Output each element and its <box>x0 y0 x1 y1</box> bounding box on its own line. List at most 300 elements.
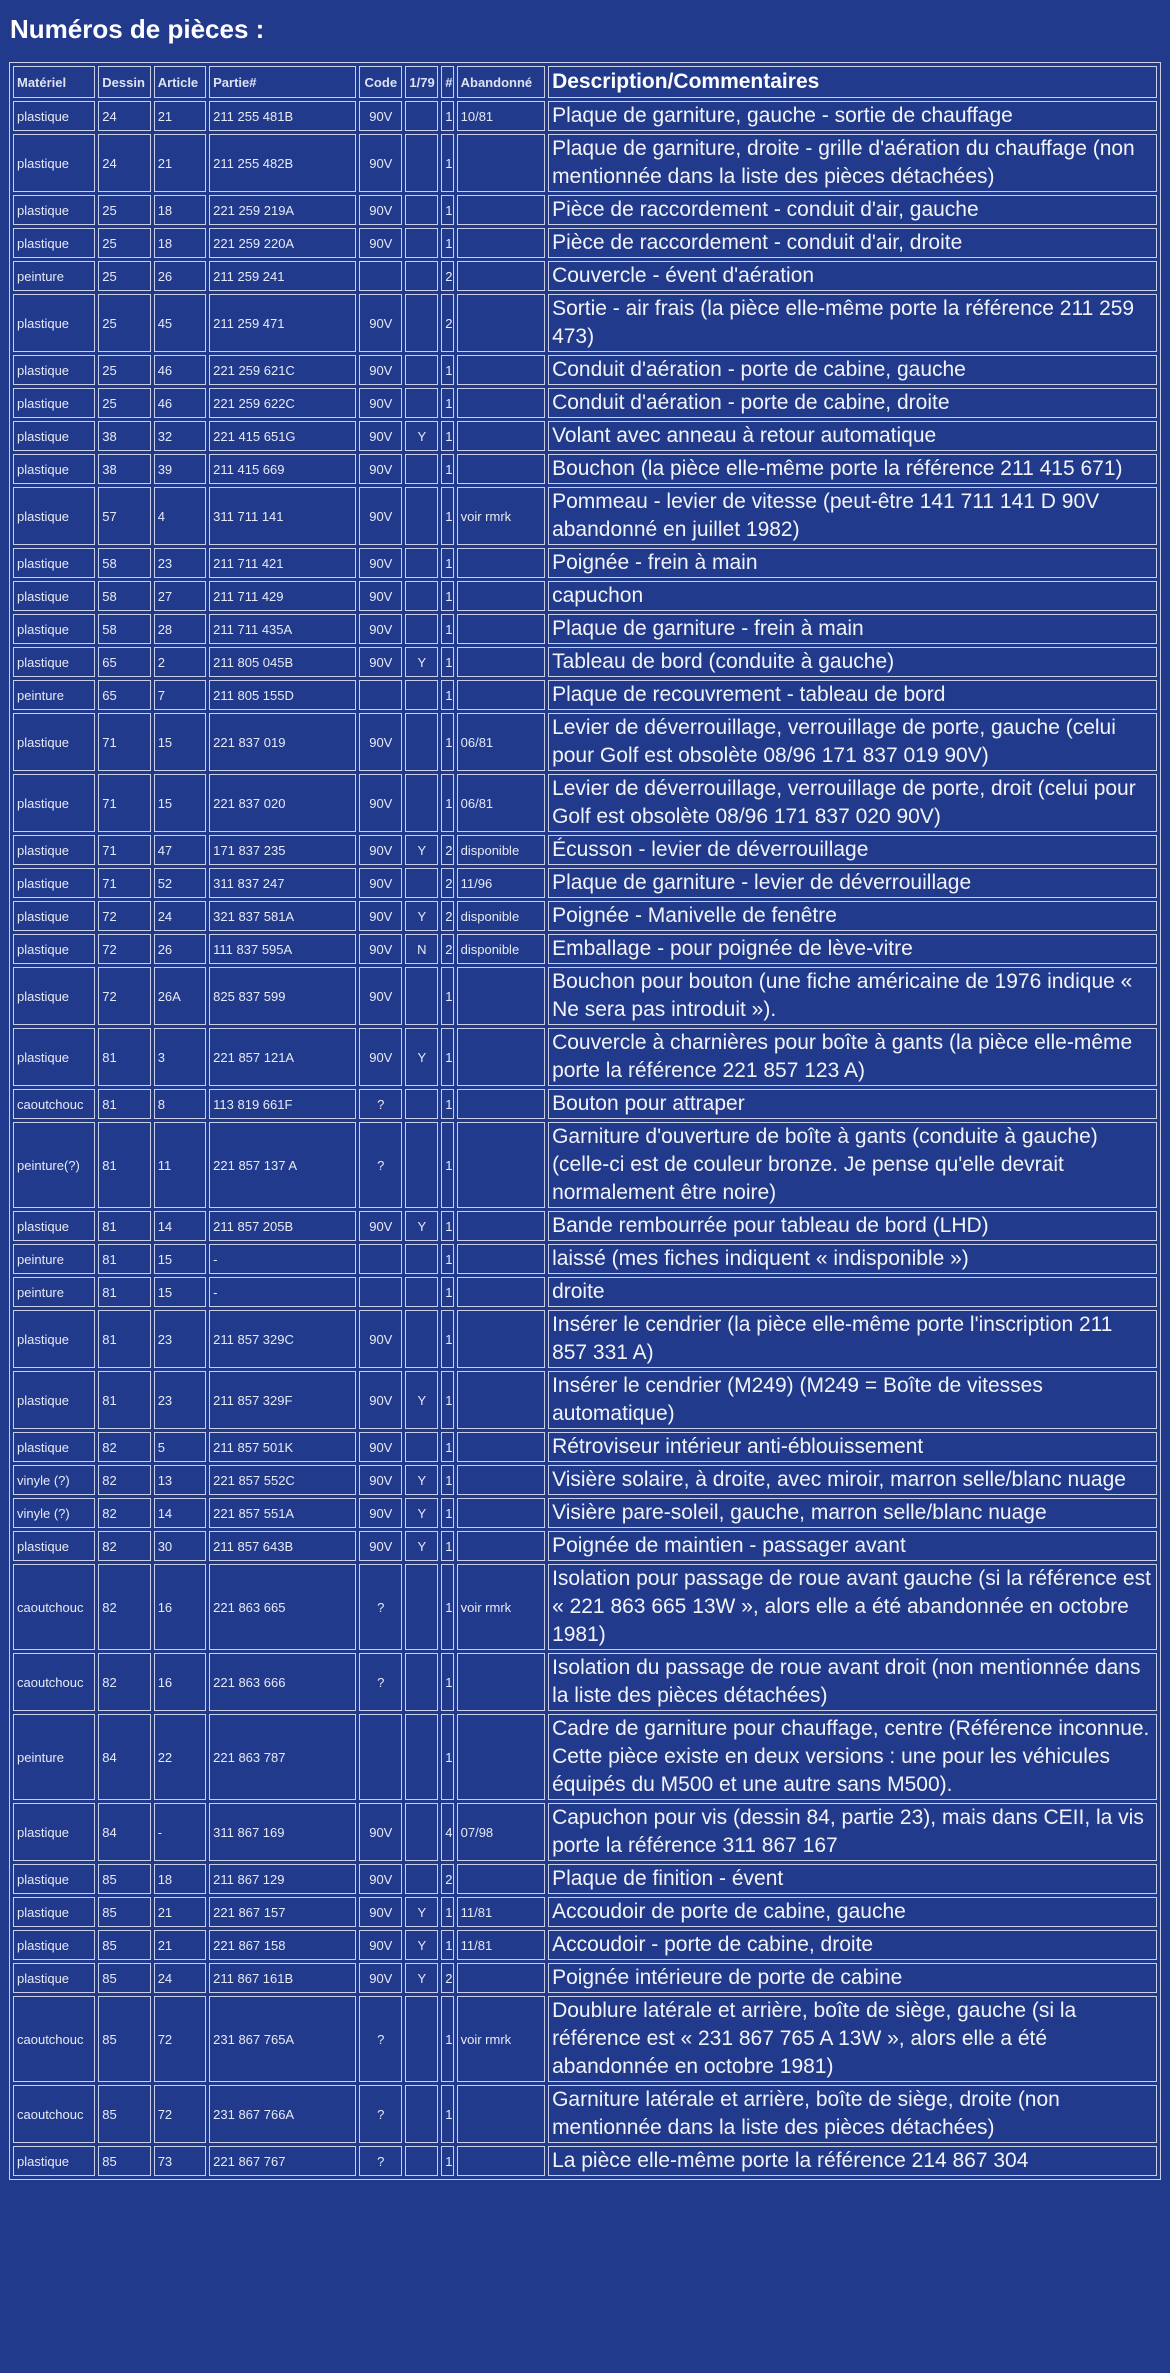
cell-dessin: 71 <box>98 835 150 865</box>
cell-article: 8 <box>154 1089 206 1119</box>
cell-materiel: plastique <box>13 454 95 484</box>
cell-dessin: 81 <box>98 1310 150 1368</box>
cell-article: 24 <box>154 901 206 931</box>
cell-quantity: 2 <box>441 1963 453 1993</box>
cell-abandonne <box>457 2146 545 2176</box>
cell-1-79 <box>405 454 438 484</box>
cell-code: ? <box>359 2146 402 2176</box>
cell-article: 23 <box>154 1371 206 1429</box>
cell-materiel: plastique <box>13 868 95 898</box>
cell-dessin: 85 <box>98 1996 150 2082</box>
table-row <box>13 1996 1157 2082</box>
cell-dessin: 58 <box>98 581 150 611</box>
cell-partie: 221 867 157 <box>209 1897 356 1927</box>
cell-article: 4 <box>154 487 206 545</box>
cell-quantity: 1 <box>441 680 453 710</box>
cell-1-79: Y <box>405 1930 438 1960</box>
table-row <box>13 1211 1157 1241</box>
cell-quantity: 1 <box>441 2085 453 2143</box>
table-row <box>13 2085 1157 2143</box>
cell-quantity: 1 <box>441 1564 453 1650</box>
cell-article: 23 <box>154 1310 206 1368</box>
cell-quantity: 1 <box>441 1371 453 1429</box>
table-row <box>13 2146 1157 2176</box>
cell-dessin: 85 <box>98 1930 150 1960</box>
cell-article: 28 <box>154 614 206 644</box>
cell-dessin: 82 <box>98 1564 150 1650</box>
cell-article: 18 <box>154 1864 206 1894</box>
cell-dessin: 38 <box>98 421 150 451</box>
cell-materiel: plastique <box>13 228 95 258</box>
cell-quantity: 1 <box>441 548 453 578</box>
cell-description: Plaque de garniture - levier de déverrouillage <box>548 868 1157 898</box>
cell-code: 90V <box>359 228 402 258</box>
cell-quantity: 1 <box>441 774 453 832</box>
cell-abandonne <box>457 454 545 484</box>
cell-dessin: 81 <box>98 1211 150 1241</box>
cell-description: Levier de déverrouillage, verrouillage de porte, droit (celui pour Golf est obsolète 08/96 171 837 020 90V) <box>548 774 1157 832</box>
cell-abandonne <box>457 1864 545 1894</box>
cell-partie: 221 863 666 <box>209 1653 356 1711</box>
cell-quantity: 1 <box>441 1930 453 1960</box>
cell-dessin: 85 <box>98 1897 150 1927</box>
cell-article: 14 <box>154 1211 206 1241</box>
cell-partie: 211 857 643B <box>209 1531 356 1561</box>
cell-abandonne <box>457 1310 545 1368</box>
table-row <box>13 1371 1157 1429</box>
cell-materiel: vinyle (?) <box>13 1465 95 1495</box>
cell-1-79 <box>405 355 438 385</box>
cell-code: 90V <box>359 294 402 352</box>
header-abandonne: Abandonné <box>457 66 545 98</box>
cell-article: 72 <box>154 1996 206 2082</box>
cell-partie: 221 837 019 <box>209 713 356 771</box>
cell-description: Garniture d'ouverture de boîte à gants (conduite à gauche) (celle-ci est de couleur bronze. Je pense qu'elle devrait normalement être noire) <box>548 1122 1157 1208</box>
cell-materiel: plastique <box>13 774 95 832</box>
table-row <box>13 134 1157 192</box>
cell-partie: 221 867 158 <box>209 1930 356 1960</box>
cell-dessin: 85 <box>98 2146 150 2176</box>
table-row <box>13 388 1157 418</box>
cell-article: 27 <box>154 581 206 611</box>
cell-description: Emballage - pour poignée de lève-vitre <box>548 934 1157 964</box>
cell-dessin: 72 <box>98 967 150 1025</box>
cell-quantity: 2 <box>441 901 453 931</box>
cell-abandonne <box>457 1498 545 1528</box>
cell-description: Insérer le cendrier (la pièce elle-même porte l'inscription 211 857 331 A) <box>548 1310 1157 1368</box>
cell-materiel: caoutchouc <box>13 1564 95 1650</box>
cell-1-79 <box>405 1432 438 1462</box>
cell-partie: 221 857 137 A <box>209 1122 356 1208</box>
cell-partie: - <box>209 1244 356 1274</box>
cell-article: 18 <box>154 195 206 225</box>
cell-materiel: plastique <box>13 713 95 771</box>
cell-dessin: 65 <box>98 680 150 710</box>
cell-materiel: caoutchouc <box>13 1653 95 1711</box>
table-body <box>13 101 1157 2176</box>
cell-materiel: plastique <box>13 388 95 418</box>
parts-table <box>9 62 1161 2180</box>
cell-1-79: Y <box>405 1963 438 1993</box>
cell-1-79 <box>405 1089 438 1119</box>
cell-description: Isolation pour passage de roue avant gauche (si la référence est « 221 863 665 13W », alors elle a été abandonnée en octobre 1981) <box>548 1564 1157 1650</box>
cell-code: 90V <box>359 967 402 1025</box>
table-row <box>13 1244 1157 1274</box>
table-row <box>13 1531 1157 1561</box>
cell-article: 5 <box>154 1432 206 1462</box>
cell-1-79 <box>405 680 438 710</box>
cell-dessin: 25 <box>98 388 150 418</box>
table-row <box>13 614 1157 644</box>
cell-description: Accoudoir de porte de cabine, gauche <box>548 1897 1157 1927</box>
cell-code: 90V <box>359 1864 402 1894</box>
cell-code: 90V <box>359 548 402 578</box>
cell-article: 26 <box>154 261 206 291</box>
cell-code: 90V <box>359 388 402 418</box>
cell-quantity: 2 <box>441 294 453 352</box>
cell-partie: 211 805 045B <box>209 647 356 677</box>
header-code: Code <box>359 66 402 98</box>
cell-abandonne: 11/81 <box>457 1930 545 1960</box>
cell-dessin: 82 <box>98 1653 150 1711</box>
table-row <box>13 647 1157 677</box>
table-row <box>13 901 1157 931</box>
cell-partie: 211 857 329C <box>209 1310 356 1368</box>
cell-description: Pièce de raccordement - conduit d'air, droite <box>548 228 1157 258</box>
cell-abandonne <box>457 967 545 1025</box>
cell-description: Visière solaire, à droite, avec miroir, marron selle/blanc nuage <box>548 1465 1157 1495</box>
cell-partie: 221 867 767 <box>209 2146 356 2176</box>
cell-code: 90V <box>359 1211 402 1241</box>
table-row <box>13 487 1157 545</box>
cell-code: 90V <box>359 901 402 931</box>
cell-materiel: caoutchouc <box>13 1089 95 1119</box>
cell-partie: 211 415 669 <box>209 454 356 484</box>
header-dessin: Dessin <box>98 66 150 98</box>
cell-article: 46 <box>154 388 206 418</box>
cell-code: ? <box>359 1653 402 1711</box>
cell-1-79: Y <box>405 1371 438 1429</box>
cell-description: Doublure latérale et arrière, boîte de siège, gauche (si la référence est « 231 867 765 A 13W », alors elle a été abandonnée en octobre 1981) <box>548 1996 1157 2082</box>
cell-dessin: 71 <box>98 774 150 832</box>
table-row <box>13 1714 1157 1800</box>
cell-code: 90V <box>359 1897 402 1927</box>
cell-partie: - <box>209 1277 356 1307</box>
cell-article: 15 <box>154 713 206 771</box>
cell-1-79: Y <box>405 421 438 451</box>
cell-abandonne <box>457 1244 545 1274</box>
cell-quantity: 1 <box>441 487 453 545</box>
cell-article: 16 <box>154 1653 206 1711</box>
cell-article: 21 <box>154 134 206 192</box>
cell-materiel: plastique <box>13 647 95 677</box>
cell-code: 90V <box>359 868 402 898</box>
cell-dessin: 25 <box>98 294 150 352</box>
cell-code: 90V <box>359 1963 402 1993</box>
cell-description: Bouton pour attraper <box>548 1089 1157 1119</box>
header-1-79: 1/79 <box>405 66 438 98</box>
cell-description: Plaque de garniture, gauche - sortie de chauffage <box>548 101 1157 131</box>
cell-partie: 311 867 169 <box>209 1803 356 1861</box>
cell-quantity: 1 <box>441 1432 453 1462</box>
cell-description: Conduit d'aération - porte de cabine, gauche <box>548 355 1157 385</box>
cell-dessin: 81 <box>98 1371 150 1429</box>
cell-abandonne <box>457 614 545 644</box>
cell-dessin: 85 <box>98 2085 150 2143</box>
cell-description: Visière pare-soleil, gauche, marron selle/blanc nuage <box>548 1498 1157 1528</box>
cell-materiel: plastique <box>13 487 95 545</box>
cell-abandonne <box>457 1653 545 1711</box>
cell-materiel: plastique <box>13 1310 95 1368</box>
cell-description: capuchon <box>548 581 1157 611</box>
cell-partie: 231 867 765A <box>209 1996 356 2082</box>
cell-1-79 <box>405 388 438 418</box>
cell-code: 90V <box>359 934 402 964</box>
cell-quantity: 1 <box>441 1028 453 1086</box>
cell-code: 90V <box>359 1531 402 1561</box>
cell-materiel: peinture <box>13 261 95 291</box>
cell-code: 90V <box>359 195 402 225</box>
cell-abandonne <box>457 1211 545 1241</box>
cell-partie: 211 711 435A <box>209 614 356 644</box>
cell-quantity: 1 <box>441 421 453 451</box>
cell-quantity: 1 <box>441 2146 453 2176</box>
cell-1-79 <box>405 1277 438 1307</box>
cell-materiel: peinture(?) <box>13 1122 95 1208</box>
cell-abandonne <box>457 1028 545 1086</box>
cell-partie: 311 837 247 <box>209 868 356 898</box>
cell-quantity: 2 <box>441 835 453 865</box>
cell-abandonne <box>457 2085 545 2143</box>
cell-abandonne <box>457 355 545 385</box>
cell-abandonne: disponible <box>457 901 545 931</box>
table-row <box>13 1498 1157 1528</box>
cell-quantity: 1 <box>441 1996 453 2082</box>
cell-materiel: plastique <box>13 1930 95 1960</box>
cell-1-79: Y <box>405 835 438 865</box>
table-row <box>13 1930 1157 1960</box>
cell-article: 21 <box>154 101 206 131</box>
cell-description: La pièce elle-même porte la référence 214 867 304 <box>548 2146 1157 2176</box>
cell-1-79 <box>405 1864 438 1894</box>
cell-quantity: 1 <box>441 134 453 192</box>
cell-code <box>359 1277 402 1307</box>
cell-abandonne <box>457 1371 545 1429</box>
cell-materiel: plastique <box>13 421 95 451</box>
cell-partie: 211 867 161B <box>209 1963 356 1993</box>
cell-article: 21 <box>154 1930 206 1960</box>
cell-description: Écusson - levier de déverrouillage <box>548 835 1157 865</box>
cell-article: 52 <box>154 868 206 898</box>
cell-dessin: 82 <box>98 1531 150 1561</box>
cell-1-79: Y <box>405 901 438 931</box>
cell-code <box>359 1714 402 1800</box>
table-row <box>13 835 1157 865</box>
cell-1-79: Y <box>405 1465 438 1495</box>
table-row <box>13 1465 1157 1495</box>
cell-abandonne <box>457 294 545 352</box>
cell-dessin: 82 <box>98 1432 150 1462</box>
cell-partie: 211 805 155D <box>209 680 356 710</box>
cell-code: 90V <box>359 774 402 832</box>
cell-code: ? <box>359 1089 402 1119</box>
cell-1-79 <box>405 967 438 1025</box>
cell-code: ? <box>359 1996 402 2082</box>
table-header-row <box>13 66 1157 98</box>
cell-code: 90V <box>359 101 402 131</box>
cell-article: - <box>154 1803 206 1861</box>
cell-abandonne: voir rmrk <box>457 1564 545 1650</box>
table-row <box>13 1653 1157 1711</box>
cell-description: droite <box>548 1277 1157 1307</box>
cell-dessin: 38 <box>98 454 150 484</box>
cell-1-79: N <box>405 934 438 964</box>
cell-1-79: Y <box>405 647 438 677</box>
cell-description: Garniture latérale et arrière, boîte de siège, droite (non mentionnée dans la liste des pièces détachées) <box>548 2085 1157 2143</box>
cell-1-79 <box>405 868 438 898</box>
table-row <box>13 195 1157 225</box>
cell-article: 26 <box>154 934 206 964</box>
cell-materiel: peinture <box>13 680 95 710</box>
cell-quantity: 1 <box>441 1531 453 1561</box>
table-row <box>13 1028 1157 1086</box>
cell-code: 90V <box>359 1432 402 1462</box>
table-row <box>13 1864 1157 1894</box>
cell-quantity: 2 <box>441 261 453 291</box>
cell-abandonne: 06/81 <box>457 713 545 771</box>
table-row <box>13 581 1157 611</box>
cell-1-79 <box>405 1803 438 1861</box>
cell-code: 90V <box>359 1498 402 1528</box>
cell-partie: 211 711 421 <box>209 548 356 578</box>
cell-description: Levier de déverrouillage, verrouillage de porte, gauche (celui pour Golf est obsolète 08/96 171 837 019 90V) <box>548 713 1157 771</box>
cell-code: 90V <box>359 647 402 677</box>
cell-materiel: plastique <box>13 1963 95 1993</box>
cell-quantity: 1 <box>441 388 453 418</box>
cell-description: Volant avec anneau à retour automatique <box>548 421 1157 451</box>
table-row <box>13 1277 1157 1307</box>
cell-article: 45 <box>154 294 206 352</box>
cell-article: 3 <box>154 1028 206 1086</box>
cell-code: ? <box>359 1564 402 1650</box>
cell-dessin: 72 <box>98 901 150 931</box>
cell-article: 73 <box>154 2146 206 2176</box>
cell-materiel: vinyle (?) <box>13 1498 95 1528</box>
cell-abandonne: 06/81 <box>457 774 545 832</box>
cell-1-79: Y <box>405 1531 438 1561</box>
cell-code: 90V <box>359 1371 402 1429</box>
cell-materiel: plastique <box>13 967 95 1025</box>
cell-abandonne: 07/98 <box>457 1803 545 1861</box>
table-row <box>13 228 1157 258</box>
cell-1-79: Y <box>405 1028 438 1086</box>
cell-1-79 <box>405 713 438 771</box>
cell-dessin: 24 <box>98 101 150 131</box>
cell-article: 15 <box>154 774 206 832</box>
cell-materiel: plastique <box>13 195 95 225</box>
cell-description: Pièce de raccordement - conduit d'air, gauche <box>548 195 1157 225</box>
cell-code: 90V <box>359 1028 402 1086</box>
cell-partie: 211 711 429 <box>209 581 356 611</box>
cell-partie: 113 819 661F <box>209 1089 356 1119</box>
cell-abandonne <box>457 1531 545 1561</box>
cell-code <box>359 1244 402 1274</box>
cell-1-79 <box>405 294 438 352</box>
cell-description: Plaque de recouvrement - tableau de bord <box>548 680 1157 710</box>
table-row <box>13 294 1157 352</box>
cell-quantity: 2 <box>441 934 453 964</box>
cell-code: 90V <box>359 713 402 771</box>
cell-dessin: 85 <box>98 1864 150 1894</box>
cell-dessin: 58 <box>98 614 150 644</box>
cell-code: ? <box>359 1122 402 1208</box>
cell-abandonne <box>457 1277 545 1307</box>
cell-materiel: peinture <box>13 1277 95 1307</box>
cell-description: Capuchon pour vis (dessin 84, partie 23), mais dans CEII, la vis porte la référence 311 867 167 <box>548 1803 1157 1861</box>
cell-code: 90V <box>359 1310 402 1368</box>
cell-partie: 221 857 551A <box>209 1498 356 1528</box>
table-row <box>13 713 1157 771</box>
cell-description: Isolation du passage de roue avant droit (non mentionnée dans la liste des pièces détachées) <box>548 1653 1157 1711</box>
cell-abandonne <box>457 581 545 611</box>
header-article: Article <box>154 66 206 98</box>
cell-materiel: plastique <box>13 294 95 352</box>
table-row <box>13 1089 1157 1119</box>
cell-1-79 <box>405 1996 438 2082</box>
cell-quantity: 1 <box>441 195 453 225</box>
cell-description: Plaque de garniture - frein à main <box>548 614 1157 644</box>
cell-abandonne <box>457 1963 545 1993</box>
cell-quantity: 1 <box>441 1310 453 1368</box>
cell-partie: 211 867 129 <box>209 1864 356 1894</box>
cell-description: Sortie - air frais (la pièce elle-même porte la référence 211 259 473) <box>548 294 1157 352</box>
cell-materiel: plastique <box>13 2146 95 2176</box>
cell-abandonne <box>457 134 545 192</box>
cell-quantity: 1 <box>441 101 453 131</box>
cell-partie: 221 415 651G <box>209 421 356 451</box>
cell-partie: 211 255 482B <box>209 134 356 192</box>
cell-dessin: 24 <box>98 134 150 192</box>
cell-code: 90V <box>359 581 402 611</box>
cell-article: 46 <box>154 355 206 385</box>
cell-description: Pommeau - levier de vitesse (peut-être 141 711 141 D 90V abandonné en juillet 1982) <box>548 487 1157 545</box>
cell-quantity: 1 <box>441 1277 453 1307</box>
cell-description: Bande rembourrée pour tableau de bord (LHD) <box>548 1211 1157 1241</box>
cell-materiel: plastique <box>13 1897 95 1927</box>
cell-dessin: 82 <box>98 1465 150 1495</box>
cell-materiel: caoutchouc <box>13 1996 95 2082</box>
cell-quantity: 1 <box>441 1089 453 1119</box>
table-row <box>13 967 1157 1025</box>
cell-1-79 <box>405 101 438 131</box>
cell-article: 11 <box>154 1122 206 1208</box>
cell-code: ? <box>359 2085 402 2143</box>
cell-abandonne <box>457 1122 545 1208</box>
cell-article: 7 <box>154 680 206 710</box>
cell-code: 90V <box>359 355 402 385</box>
cell-quantity: 1 <box>441 1714 453 1800</box>
cell-dessin: 84 <box>98 1714 150 1800</box>
cell-article: 23 <box>154 548 206 578</box>
cell-article: 15 <box>154 1277 206 1307</box>
cell-abandonne: voir rmrk <box>457 487 545 545</box>
table-row <box>13 261 1157 291</box>
cell-abandonne <box>457 647 545 677</box>
table-row <box>13 1963 1157 1993</box>
cell-partie: 311 711 141 <box>209 487 356 545</box>
table-row <box>13 1803 1157 1861</box>
cell-description: Tableau de bord (conduite à gauche) <box>548 647 1157 677</box>
